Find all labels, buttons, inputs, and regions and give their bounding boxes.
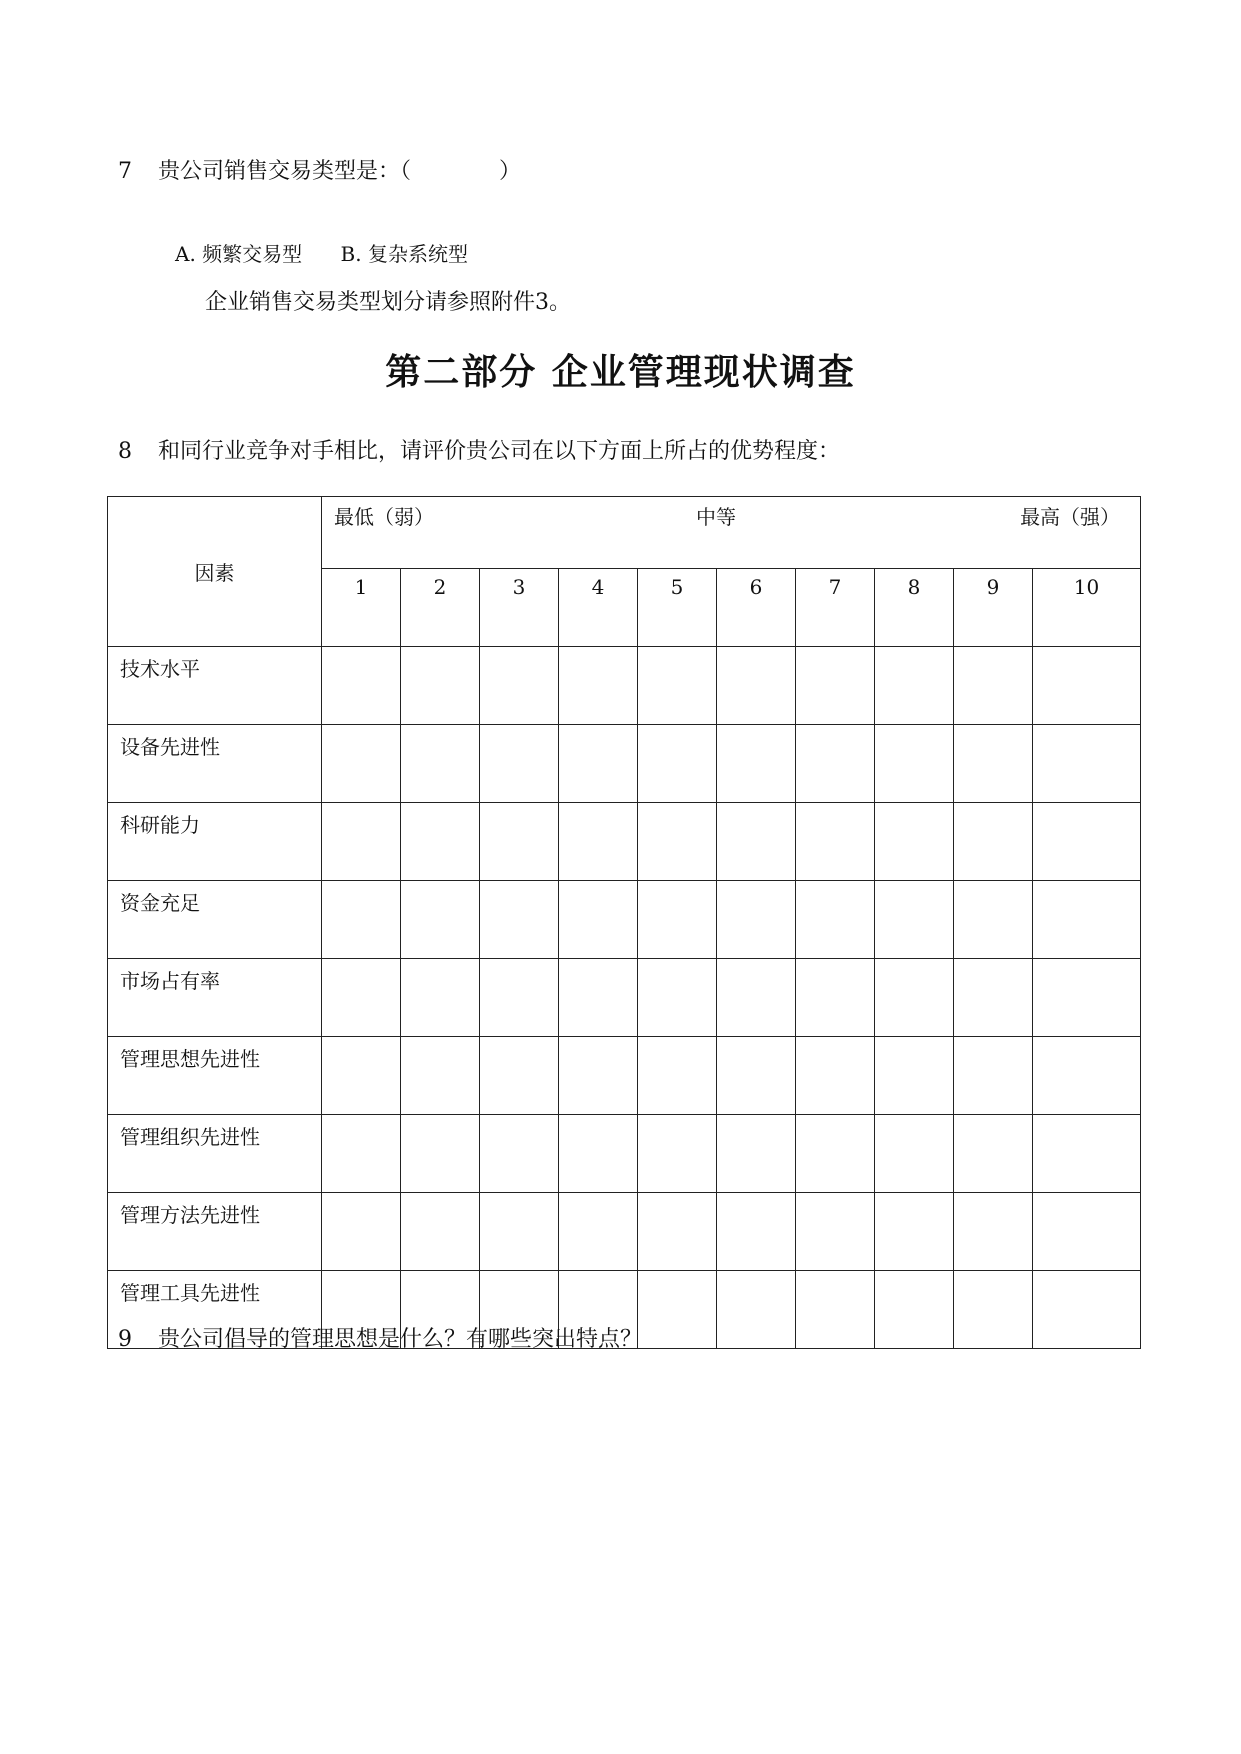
rating-cell[interactable]: [954, 959, 1033, 1037]
rating-cell[interactable]: [875, 959, 954, 1037]
rating-cell[interactable]: [954, 1115, 1033, 1193]
rating-cell[interactable]: [480, 725, 559, 803]
rating-cell[interactable]: [954, 881, 1033, 959]
factor-header: 因素: [108, 497, 322, 647]
question-7-options: [175, 240, 500, 268]
factor-label: 资金充足: [108, 881, 322, 959]
scale-header: [322, 497, 1141, 569]
score-header: 7: [796, 569, 875, 647]
rating-cell[interactable]: [638, 881, 717, 959]
factor-label: 设备先进性: [108, 725, 322, 803]
header-row-scale: [108, 497, 1141, 569]
rating-cell[interactable]: [401, 803, 480, 881]
rating-cell[interactable]: [480, 803, 559, 881]
rating-cell[interactable]: [638, 725, 717, 803]
rating-cell[interactable]: [875, 725, 954, 803]
rating-cell[interactable]: [559, 1037, 638, 1115]
rating-cell[interactable]: [796, 803, 875, 881]
score-header: 9: [954, 569, 1033, 647]
rating-cell[interactable]: [480, 647, 559, 725]
rating-cell[interactable]: [1033, 1271, 1141, 1349]
rating-cell[interactable]: [401, 725, 480, 803]
option-a: A. 频繁交易型: [175, 242, 303, 266]
table-row: [108, 647, 1141, 725]
table-row: [108, 1115, 1141, 1193]
question-8: [118, 437, 840, 467]
rating-cell[interactable]: [559, 1115, 638, 1193]
rating-cell[interactable]: [717, 1037, 796, 1115]
table-row: [108, 959, 1141, 1037]
rating-cell[interactable]: [717, 725, 796, 803]
rating-cell[interactable]: [638, 1271, 717, 1349]
rating-cell[interactable]: [638, 803, 717, 881]
table-row: [108, 881, 1141, 959]
rating-cell[interactable]: [322, 803, 401, 881]
table-row: [108, 1193, 1141, 1271]
score-header: 2: [401, 569, 480, 647]
section-title: 第二部分 企业管理现状调查: [385, 351, 856, 393]
rating-cell[interactable]: [401, 1037, 480, 1115]
rating-cell[interactable]: [717, 647, 796, 725]
rating-cell[interactable]: [1033, 725, 1141, 803]
question-number: 9: [118, 1327, 132, 1352]
score-header: 8: [875, 569, 954, 647]
rating-cell[interactable]: [1033, 647, 1141, 725]
rating-cell[interactable]: [717, 881, 796, 959]
factor-label: 管理方法先进性: [108, 1193, 322, 1271]
rating-cell[interactable]: [559, 881, 638, 959]
factor-label: 市场占有率: [108, 959, 322, 1037]
rating-cell[interactable]: [401, 647, 480, 725]
table-row: [108, 803, 1141, 881]
rating-cell[interactable]: [717, 1193, 796, 1271]
question-text: 和同行业竞争对手相比，请评价贵公司在以下方面上所占的优势程度：: [158, 439, 841, 464]
rating-cell[interactable]: [322, 725, 401, 803]
rating-cell[interactable]: [322, 959, 401, 1037]
rating-cell[interactable]: [796, 959, 875, 1037]
rating-cell[interactable]: [401, 1115, 480, 1193]
rating-cell[interactable]: [1033, 959, 1141, 1037]
table-row: [108, 725, 1141, 803]
rating-cell[interactable]: [559, 647, 638, 725]
rating-cell[interactable]: [1033, 803, 1141, 881]
rating-cell[interactable]: [480, 881, 559, 959]
rating-cell[interactable]: [1033, 881, 1141, 959]
rating-cell[interactable]: [638, 1193, 717, 1271]
rating-cell[interactable]: [875, 803, 954, 881]
option-b: B. 复杂系统型: [340, 242, 468, 266]
question-text: 贵公司倡导的管理思想是什么？有哪些突出特点？: [158, 1327, 643, 1352]
question-number: 8: [118, 439, 132, 464]
rating-cell[interactable]: [480, 1193, 559, 1271]
rating-cell[interactable]: [480, 1115, 559, 1193]
score-header: 4: [559, 569, 638, 647]
rating-cell[interactable]: [322, 1193, 401, 1271]
score-header: 1: [322, 569, 401, 647]
rating-cell[interactable]: [717, 959, 796, 1037]
rating-cell[interactable]: [1033, 1115, 1141, 1193]
factor-label: 技术水平: [108, 647, 322, 725]
rating-cell[interactable]: [875, 881, 954, 959]
rating-cell[interactable]: [954, 647, 1033, 725]
rating-cell[interactable]: [638, 1115, 717, 1193]
rating-cell[interactable]: [796, 1037, 875, 1115]
rating-cell[interactable]: [401, 959, 480, 1037]
rating-cell[interactable]: [1033, 1193, 1141, 1271]
rating-cell[interactable]: [796, 1193, 875, 1271]
rating-cell[interactable]: [875, 1271, 954, 1349]
rating-cell[interactable]: [954, 1271, 1033, 1349]
factor-label: 科研能力: [108, 803, 322, 881]
rating-table: [107, 496, 1141, 1349]
rating-cell[interactable]: [875, 1037, 954, 1115]
rating-cell[interactable]: [401, 881, 480, 959]
rating-cell[interactable]: [322, 881, 401, 959]
table-row: [108, 1037, 1141, 1115]
factor-label: 管理思想先进性: [108, 1037, 322, 1115]
score-header: 10: [1033, 569, 1141, 647]
rating-cell[interactable]: [954, 1193, 1033, 1271]
rating-cell[interactable]: [875, 1193, 954, 1271]
rating-cell[interactable]: [322, 1115, 401, 1193]
rating-cell[interactable]: [796, 1271, 875, 1349]
question-text: 贵公司销售交易类型是：（ ）: [158, 159, 522, 184]
rating-cell[interactable]: [796, 1115, 875, 1193]
rating-cell[interactable]: [875, 647, 954, 725]
rating-cell[interactable]: [638, 1037, 717, 1115]
rating-cell[interactable]: [717, 1271, 796, 1349]
question-9: [118, 1325, 642, 1355]
rating-cell[interactable]: [1033, 1037, 1141, 1115]
rating-cell[interactable]: [638, 959, 717, 1037]
rating-cell[interactable]: [875, 1115, 954, 1193]
rating-cell[interactable]: [559, 803, 638, 881]
rating-cell[interactable]: [322, 647, 401, 725]
rating-cell[interactable]: [954, 1037, 1033, 1115]
rating-cell[interactable]: [796, 881, 875, 959]
factor-label: 管理工具先进性: [108, 1271, 322, 1349]
rating-cell[interactable]: [480, 959, 559, 1037]
scale-high-label: 最高（强）: [1020, 505, 1121, 529]
score-header: 5: [638, 569, 717, 647]
rating-cell[interactable]: [322, 1037, 401, 1115]
rating-cell[interactable]: [559, 1193, 638, 1271]
question-7: [118, 157, 521, 187]
rating-cell[interactable]: [954, 803, 1033, 881]
rating-cell[interactable]: [480, 1037, 559, 1115]
rating-cell[interactable]: [954, 725, 1033, 803]
rating-cell[interactable]: [796, 647, 875, 725]
scale-low-label: 最低（弱）: [334, 505, 434, 529]
rating-cell[interactable]: [401, 1193, 480, 1271]
rating-cell[interactable]: [796, 725, 875, 803]
rating-cell[interactable]: [559, 725, 638, 803]
question-7-note: 企业销售交易类型划分请参照附件3。: [205, 290, 571, 315]
score-header: 6: [717, 569, 796, 647]
scale-mid-label: 中等: [696, 505, 736, 529]
question-number: 7: [118, 159, 132, 184]
rating-cell[interactable]: [717, 1115, 796, 1193]
rating-cell[interactable]: [559, 959, 638, 1037]
rating-cell[interactable]: [717, 803, 796, 881]
rating-cell[interactable]: [638, 647, 717, 725]
score-header: 3: [480, 569, 559, 647]
factor-label: 管理组织先进性: [108, 1115, 322, 1193]
